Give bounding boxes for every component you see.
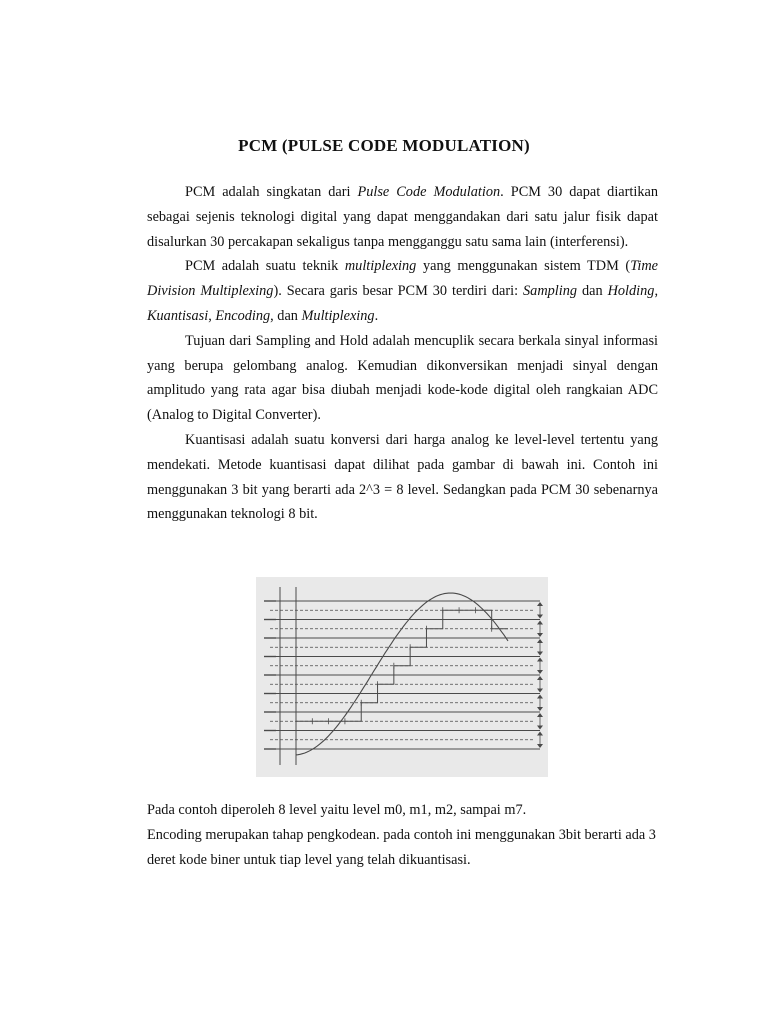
- arrow-head: [537, 615, 543, 619]
- arrow-head: [537, 689, 543, 693]
- paragraph-1-part-b: Pulse Code Modulation: [357, 184, 501, 200]
- arrow-head: [537, 670, 543, 674]
- paragraph-2-part-i: ,: [654, 283, 659, 300]
- arrow-head: [537, 707, 543, 711]
- paragraph-4: Kuantisasi adalah suatu konversi dari harga analog ke level-level tertentu yang mendekati. Metode kuantisasi dapat dilihat pada gambar di bawah ini. Contoh ini menggunakan 3 bit yang berarti ada 2^3 = 8 level. Sedangkan pada PCM 30 sebenarnya menggunakan teknologi 8 bit.: [147, 431, 658, 523]
- paragraph-2-part-k: ,: [208, 307, 216, 324]
- arrow-head: [537, 633, 543, 637]
- paragraph-1-part-a: PCM adalah singkatan dari: [185, 184, 358, 200]
- paragraph-2-part-f: Sampling: [523, 283, 578, 300]
- arrow-head: [537, 695, 543, 699]
- paragraph-2-part-l: Encoding: [215, 307, 271, 324]
- paragraph-2-part-j: Kuantisasi: [147, 307, 209, 324]
- paragraph-2-part-n: Multiplexing: [301, 307, 375, 324]
- arrow-head: [537, 676, 543, 680]
- encoding-sentence: Encoding merupakan tahap pengkodean. pada contoh ini menggunakan 3bit berarti ada 3 deret kode biner untuk tiap level yang telah dikuantisasi.: [147, 826, 656, 868]
- paragraph-2-part-h: Holding: [607, 283, 655, 300]
- paragraph-1: [147, 180, 658, 254]
- arrow-head: [537, 732, 543, 736]
- paragraph-2-part-e: ). Secara garis besar PCM 30 terdiri dari:: [273, 283, 524, 300]
- after-figure-text: [147, 798, 658, 872]
- arrow-head: [537, 621, 543, 625]
- paragraph-2-part-d: Time Division Multiplexing: [147, 258, 658, 300]
- paragraph-2-part-b: multiplexing: [344, 258, 417, 275]
- arrow-head: [537, 713, 543, 717]
- paragraph-2-part-g: dan: [577, 283, 608, 300]
- page-title: PCM (PULSE CODE MODULATION): [238, 136, 530, 155]
- arrow-head: [537, 726, 543, 730]
- level-sentence: Pada contoh diperoleh 8 level yaitu level m0, m1, m2, sampai m7.: [147, 802, 527, 818]
- quantization-diagram: [256, 577, 548, 777]
- paragraph-2-part-m: , dan: [270, 307, 302, 324]
- paragraph-3: Tujuan dari Sampling and Hold adalah mencuplik secara berkala sinyal informasi yang berupa gelombang analog. Kemudian dikonversikan menjadi sinyal dengan amplitudo yang rata agar bisa diubah menjadi kode-kode digital oleh rangkaian ADC (Analog to Digital Converter).: [147, 332, 658, 424]
- quantization-figure: [256, 577, 548, 777]
- arrow-head: [537, 602, 543, 606]
- arrow-head: [537, 658, 543, 662]
- paragraph-2-part-a: PCM adalah suatu teknik: [185, 258, 345, 275]
- paragraph-1-part-c: . PCM 30 dapat diartikan sebagai sejenis teknologi digital yang dapat menggandakan dari satu jalur fisik dapat disalurkan 30 percakapan sekaligus tanpa mengganggu satu sama lain (interferensi).: [147, 184, 658, 250]
- arrow-head: [537, 652, 543, 656]
- arrow-head: [537, 639, 543, 643]
- paragraph-2-part-c: yang menggunakan sistem TDM (: [416, 258, 631, 275]
- paragraph-2-part-o: .: [374, 307, 379, 324]
- paragraph-2: [147, 254, 658, 328]
- body-text: [147, 180, 658, 527]
- arrow-head: [537, 744, 543, 748]
